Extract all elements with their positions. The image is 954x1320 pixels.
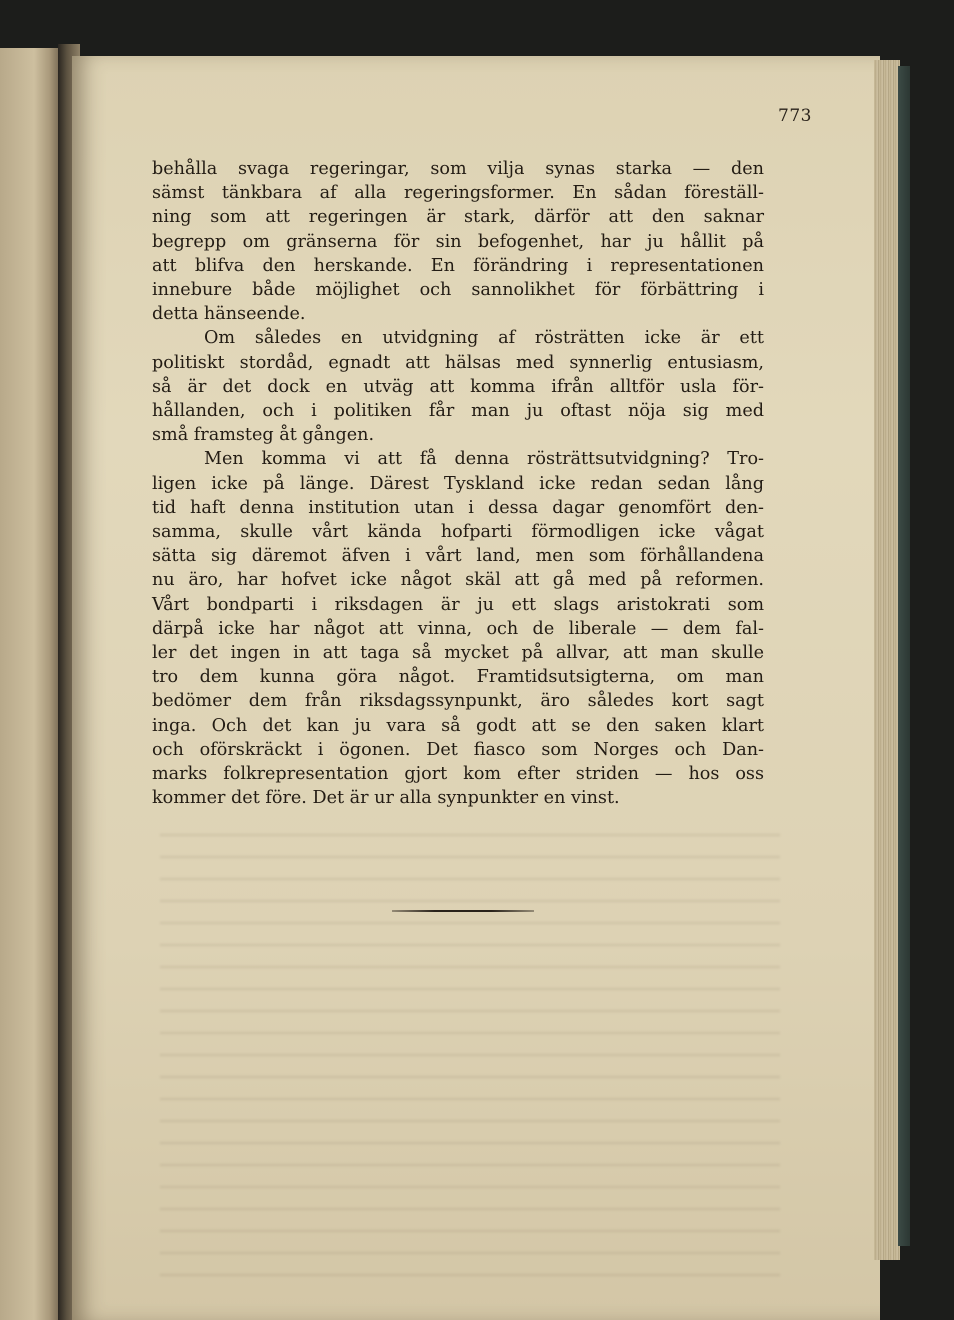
text-line: ligen icke på länge. Därest Tyskland icke redan sedan lång <box>152 473 764 494</box>
text-line: detta hänseende. <box>152 304 306 325</box>
page-number: 773 <box>778 106 812 126</box>
text-line: sämst tänkbara af alla regeringsformer. En sådan föreställ- <box>152 183 764 204</box>
text-line: begrepp om gränserna för sin befogenhet, har ju hållit på <box>152 231 764 252</box>
text-line: hållanden, och i politiken får man ju oftast nöja sig med <box>152 401 764 422</box>
text-line: innebure både möjlighet och sannolikhet för förbättring i <box>152 280 764 301</box>
text-line: Men komma vi att få denna rösträttsutvidgning? Tro- <box>204 449 764 470</box>
text-line: och oförskräckt i ögonen. Det fiasco som Norges och Dan- <box>152 739 764 760</box>
text-line: bedömer dem från riksdagssynpunkt, äro således kort sagt <box>152 691 764 712</box>
text-line: inga. Och det kan ju vara så godt att se den saken klart <box>152 715 764 736</box>
text-line: tro dem kunna göra något. Framtidsutsigterna, om man <box>152 667 764 688</box>
text-line: små framsteg åt gången. <box>152 425 375 446</box>
text-line: därpå icke har något att vinna, och de liberale — dem fal- <box>152 618 764 639</box>
text-line: att blifva den herskande. En förändring i representationen <box>152 255 764 276</box>
body-text <box>152 157 764 810</box>
book-cover-edge <box>898 66 910 1246</box>
text-line: ler det ingen in att taga så mycket på allvar, att man skulle <box>152 643 764 664</box>
section-rule <box>392 910 534 912</box>
text-line: politiskt stordåd, egnadt att hälsas med synnerlig entusiasm, <box>152 352 764 373</box>
page-stack-edge <box>874 60 900 1260</box>
text-line: samma, skulle vårt kända hofparti förmodligen icke vågat <box>152 522 764 543</box>
text-line: marks folkrepresentation gjort kom efter striden — hos oss <box>152 764 764 785</box>
text-line: nu äro, har hofvet icke något skäl att gå med på reformen. <box>152 570 764 591</box>
text-line: så är det dock en utväg att komma ifrån alltför usla för- <box>152 376 764 397</box>
text-line: Vårt bondparti i riksdagen är ju ett slags aristokrati som <box>152 594 764 615</box>
text-line: kommer det före. Det är ur alla synpunkter en vinst. <box>152 788 620 809</box>
text-line: ning som att regeringen är stark, därför att den saknar <box>152 207 764 228</box>
left-page-edge <box>0 48 62 1320</box>
text-line: tid haft denna institution utan i dessa dagar genomfört den- <box>152 497 764 518</box>
text-line: Om således en utvidgning af rösträtten icke är ett <box>204 328 764 349</box>
text-line: sätta sig däremot äfven i vårt land, men som förhållandena <box>152 546 764 567</box>
text-line: behålla svaga regeringar, som vilja synas starka — den <box>152 159 764 179</box>
bleed-through-text <box>160 820 780 1280</box>
